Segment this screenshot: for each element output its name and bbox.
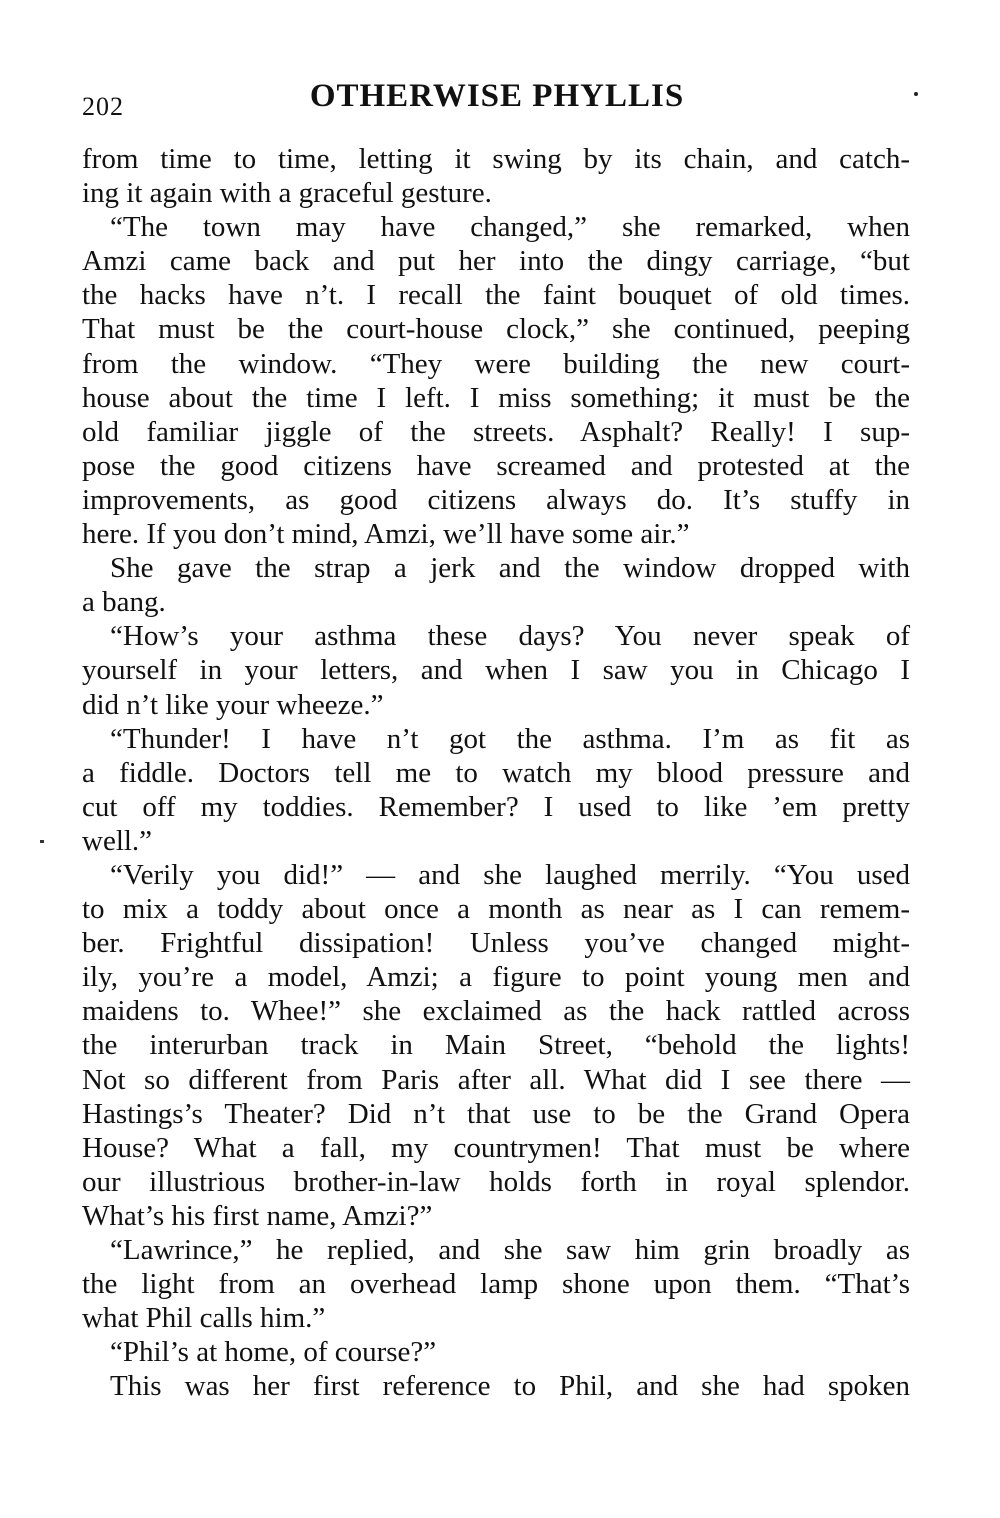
text-line: the hacks have n’t. I recall the faint bouquet of old times.	[82, 279, 910, 312]
text-line: “Thunder! I have n’t got the asthma. I’m as fit as	[110, 722, 910, 755]
text-line: cut off my toddies. Remember? I used to like ’em pretty	[82, 790, 910, 823]
text-line: Amzi came back and put her into the dingy carriage, “but	[82, 245, 910, 278]
text-line: our illustrious brother-in-law holds forth in royal splendor.	[82, 1165, 910, 1198]
text-line: the light from an overhead lamp shone upon them. “That’s	[82, 1268, 910, 1301]
running-title: OTHERWISE PHYLLIS	[309, 78, 685, 114]
text-line: pose the good citizens have screamed and protested at the	[82, 449, 910, 482]
text-line: from the window. “They were building the new court-	[82, 347, 910, 380]
text-line: house about the time I left. I miss something; it must be the	[82, 381, 910, 414]
text-line: old familiar jiggle of the streets. Asphalt? Really! I sup-	[82, 415, 910, 448]
page-body	[82, 142, 910, 1403]
text-line: what Phil calls him.”	[82, 1302, 326, 1335]
text-line: “The town may have changed,” she remarked, when	[110, 211, 910, 244]
text-line: a bang.	[82, 586, 166, 619]
text-line: did n’t like your wheeze.”	[82, 688, 384, 721]
page-number: 202	[82, 92, 124, 121]
text-line: improvements, as good citizens always do. It’s stuffy in	[82, 483, 910, 516]
text-line: Not so different from Paris after all. What did I see there —	[82, 1063, 910, 1096]
text-line: “How’s your asthma these days? You never speak of	[110, 620, 910, 653]
ink-speck	[40, 840, 44, 843]
text-line: the interurban track in Main Street, “behold the lights!	[82, 1029, 910, 1062]
text-line: yourself in your letters, and when I saw you in Chicago I	[82, 654, 910, 687]
text-line: “Phil’s at home, of course?”	[110, 1336, 437, 1369]
text-line: maidens to. Whee!” she exclaimed as the hack rattled across	[82, 995, 910, 1028]
ink-speck	[914, 92, 918, 96]
text-line: House? What a fall, my countrymen! That must be where	[82, 1131, 910, 1164]
text-line: ber. Frightful dissipation! Unless you’ve changed might-	[82, 927, 910, 960]
text-line: “Verily you did!” — and she laughed merrily. “You used	[110, 858, 910, 891]
text-line: ily, you’re a model, Amzi; a figure to point young men and	[82, 961, 910, 994]
text-line: This was her first reference to Phil, and she had spoken	[110, 1370, 910, 1403]
text-line: Hastings’s Theater? Did n’t that use to be the Grand Opera	[82, 1097, 910, 1130]
text-line: from time to time, letting it swing by its chain, and catch-	[82, 143, 910, 175]
page-header	[82, 78, 912, 128]
text-line: here. If you don’t mind, Amzi, we’ll have some air.”	[82, 518, 690, 551]
text-line: ing it again with a graceful gesture.	[82, 177, 492, 210]
text-line: She gave the strap a jerk and the window dropped with	[110, 552, 910, 585]
text-line: a fiddle. Doctors tell me to watch my blood pressure and	[82, 756, 910, 789]
text-line: to mix a toddy about once a month as near as I can remem-	[82, 893, 910, 926]
text-line: well.”	[82, 824, 153, 857]
text-line: That must be the court-house clock,” she continued, peeping	[82, 313, 910, 346]
text-line: What’s his first name, Amzi?”	[82, 1199, 433, 1232]
text-line: “Lawrince,” he replied, and she saw him grin broadly as	[110, 1234, 910, 1266]
